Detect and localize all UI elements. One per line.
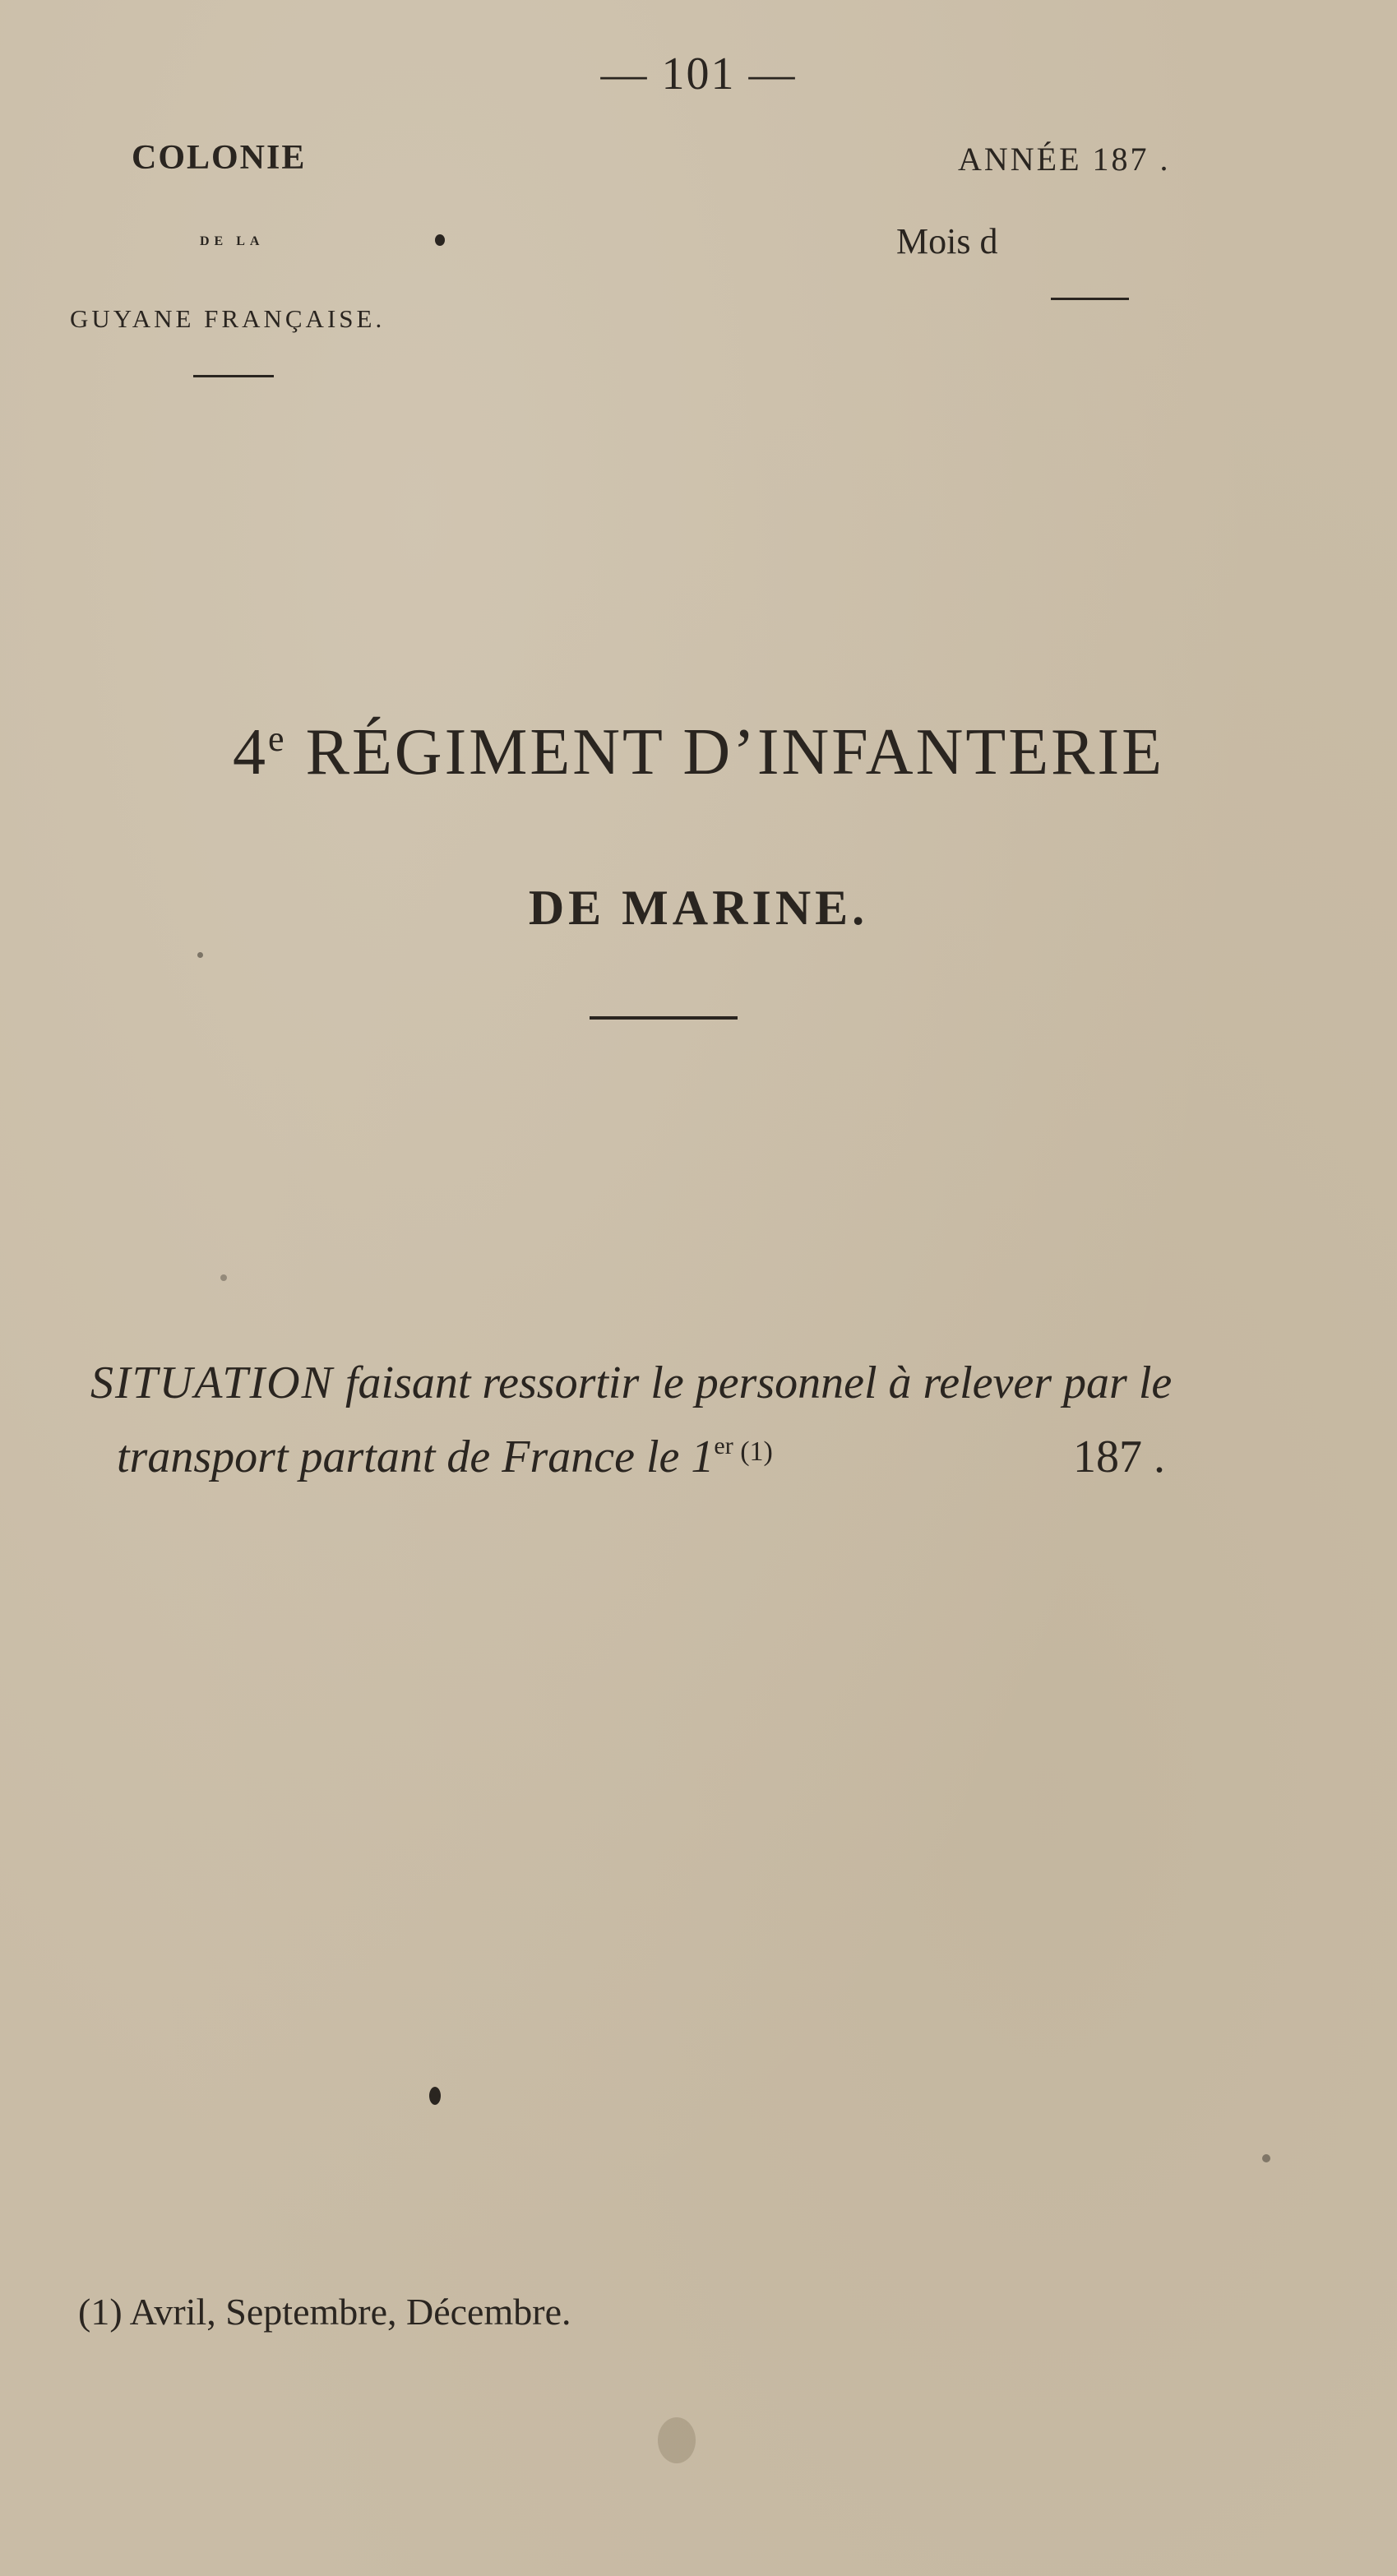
situation-line-1	[90, 1357, 1172, 1409]
situation-lead: SITUATION	[90, 1357, 334, 1408]
year-field: ANNÉE 187 .	[958, 141, 1171, 178]
situation-line-1-rest: faisant ressortir le personnel à relever par le	[333, 1357, 1173, 1408]
month-field: Mois d	[896, 221, 998, 261]
regiment-ordinal: e	[268, 719, 287, 759]
regiment-title	[0, 715, 1397, 790]
ink-spot	[1262, 2154, 1270, 2162]
colony-name: GUYANE FRANÇAISE.	[70, 304, 386, 333]
colony-heading-connector: DE LA	[200, 234, 265, 248]
ink-spot	[197, 952, 203, 958]
ink-dot	[435, 234, 445, 246]
situation-year: 187 .	[1073, 1431, 1165, 1482]
header-right-rule	[1051, 298, 1129, 300]
paper-stain	[658, 2417, 696, 2463]
ink-spot	[429, 2087, 441, 2105]
situation-line-2-text: transport partant de France le 1	[117, 1431, 715, 1482]
ink-spot	[220, 1274, 227, 1281]
situation-line-2-ordinal: er	[714, 1432, 733, 1459]
situation-line-2	[117, 1431, 773, 1483]
footnote-reference: (1)	[733, 1436, 773, 1467]
footnote: (1) Avril, Septembre, Décembre.	[78, 2291, 571, 2333]
regiment-text: RÉGIMENT D’INFANTERIE	[286, 716, 1164, 789]
colony-heading: COLONIE	[132, 139, 307, 177]
title-rule	[590, 1016, 738, 1020]
page-number: — 101 —	[600, 49, 797, 99]
regiment-number: 4	[233, 716, 269, 789]
regiment-subtitle: DE MARINE.	[528, 881, 869, 935]
header-left-rule	[193, 375, 274, 377]
